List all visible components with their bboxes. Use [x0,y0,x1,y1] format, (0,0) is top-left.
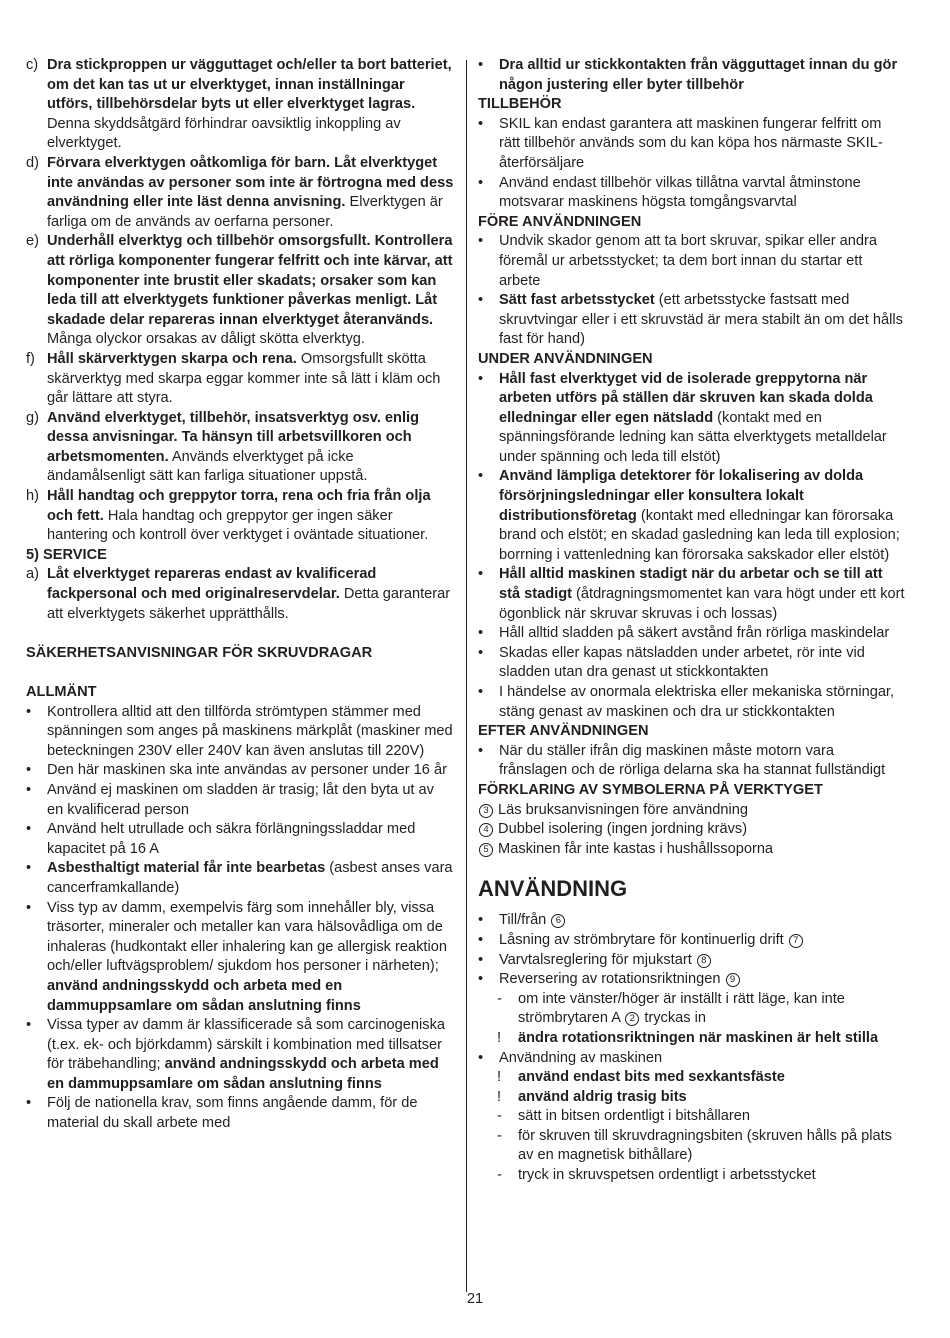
bullet-marker: • [26,1017,32,1034]
body-text: (kontakt med en spänningsförande ledning kan sätta elverktygets metalldelar under spänning och leda till elstöt) [499,409,887,465]
list-item [478,644,906,683]
page-number: 21 [466,1291,484,1307]
list-item-lettered [26,565,454,624]
list-item [478,911,906,931]
list-item [478,115,906,174]
list-item [26,899,454,1017]
sub-list-item [478,1107,906,1127]
bullet-marker: • [26,899,32,916]
bold-text: Håll alltid maskinen stadigt när du arbetar och se till att stå stadigt [499,566,883,603]
bold-text: Håll handtag och greppytor torra, rena och fria från olja och fett. [47,488,431,524]
body-text: Detta garanterar att elverktygets säkerhet upprätthålls. [47,586,451,622]
list-marker: d) [26,154,39,171]
body-text: Läs bruksanvisningen före användning [494,801,748,818]
list-item [478,951,906,971]
body-text: (ett arbetsstycke fastsatt med skruvtvingar eller i ett skruvstäd är mera stabilt än om det hålls fast för hand) [499,292,903,348]
bold-text: Låt elverktyget repareras endast av kvalificerad fackpersonal och med originalreservdelar. [47,566,377,603]
body-text: Vissa typer av damm är klassificerade så som carcinogeniska (t.ex. ek- och björkdamm) särskilt i kombination med tillsatser för träbehandling; [47,1017,445,1073]
bullet-marker: • [478,1049,484,1066]
body-text: (asbest anses vara cancerframkallande) [47,860,453,896]
body-text: Används elverktyget på icke ändamålsenligt sätt kan farliga situationer uppstå. [47,448,368,485]
list-item [26,1016,454,1094]
column-divider [466,60,467,1292]
left-column [26,56,454,1134]
bullet-marker: • [26,860,32,877]
bold-text: ändra rotationsriktningen när maskinen är helt stilla [518,1029,879,1046]
bullet-marker: • [478,566,484,583]
body-text: Hala handtag och greppytor ger ingen säker hantering och kontroll över verktyget i oväntade situationer. [47,507,429,544]
list-item-lettered [26,350,454,409]
body-text: Denna skyddsåtgärd förhindrar oavsiktlig inkoppling av elverktyget. [47,115,401,152]
body-text: tryckas in [640,1010,706,1027]
list-marker: ! [497,1069,502,1086]
callout-number: 3 [479,804,493,818]
bold-text: Använd lämpliga detektorer för lokalisering av dolda försörjningsledningar eller konsultera lokalt distributionsföretag [499,468,864,524]
body-text: Dubbel isolering (ingen jordning krävs) [494,821,748,838]
body-text: Använd endast tillbehör vilkas tillåtna varvtal åtminstone motsvarar maskinens högsta tomgångsvarvtal [499,174,861,211]
body-text: Användning av maskinen [499,1049,663,1066]
list-item [26,703,454,762]
list-marker: c) [26,57,39,73]
callout-number: 6 [551,914,565,928]
list-marker: ! [497,1029,502,1046]
callout-number: 4 [479,823,493,837]
callout-number: 8 [697,954,711,968]
bullet-marker: • [478,971,484,988]
body-text: Maskinen får inte kastas i hushållssoporna [494,840,774,857]
list-marker: - [497,1127,502,1144]
list-item [478,232,906,291]
bold-text: Asbesthaltigt material får inte bearbetas [47,860,326,877]
bullet-marker: • [478,174,484,191]
list-item [478,370,906,468]
body-text: Den här maskinen ska inte användas av personer under 16 år [47,762,447,779]
right-column [478,56,906,1186]
bullet-marker: • [478,57,484,73]
bullet-marker: • [478,468,484,485]
list-item [478,174,906,213]
body-text: för skruven till skruvdragningsbiten (skruven hålls på plats av en magnetisk bithållare) [518,1127,892,1164]
body-text: Skadas eller kapas nätsladden under arbetet, rör inte vid sladden utan dra genast ut stickkontakten [499,644,865,681]
bold-text: Förvara elverktygen oåtkomliga för barn. Låt elverktyget inte användas av personer som inte är förtrogna med dess användning eller inte läst denna anvisning. [47,154,454,211]
symbol-item [478,840,906,860]
bullet-marker: • [478,644,484,661]
list-item-lettered [26,56,454,154]
spacer [26,663,454,683]
bullet-marker: • [478,684,484,700]
body-text: Till/från [499,912,547,929]
body-text: Använd ej maskinen om sladden är trasig; låt den byta ut av en kvalificerad person [47,781,434,818]
bold-text: använd aldrig trasig bits [518,1088,687,1105]
bullet-marker: • [478,292,484,309]
bold-text: Dra stickproppen ur vägguttaget och/eller ta bort batteriet, om det kan tas ut ur elverktyget, innan inställningar utförs, tillbehörsdelar byts ut eller elverktyget lagras. [47,57,452,113]
bold-text: använd andningsskydd och arbeta med en dammuppsamlare om sådan anslutning finns [47,977,361,1014]
body-text: tryck in skruvspetsen ordentligt i arbetsstycket [518,1167,816,1184]
bullet-marker: • [478,742,484,759]
sub-list-item [478,990,906,1029]
section-heading: FÖRE ANVÄNDNINGEN [478,213,642,230]
list-item-lettered [26,232,454,350]
bullet-marker: • [26,821,32,838]
list-marker: - [497,1108,502,1125]
callout-number: 7 [789,934,803,948]
bullet-marker: • [26,1095,32,1112]
body-text: om inte vänster/höger är inställt i rätt läge, kan inte strömbrytaren A [518,990,845,1027]
bullet-marker: • [26,762,32,779]
list-item [478,931,906,951]
section-heading: EFTER ANVÄNDNINGEN [478,723,649,740]
bold-text: Håll skärverktygen skarpa och rena. [47,350,297,367]
body-text: SKIL kan endast garantera att maskinen fungerar felfritt om rätt tillbehör används som du kan köpa hos närmaste SKIL-återförsäljare [499,115,883,171]
list-item [26,781,454,820]
body-text: Kontrollera alltid att den tillförda strömtypen stämmer med spänningen som anges på maskinens märkplåt (maskiner med beteckningen 230V eller 240V kan även anslutas till 220V) [47,703,453,759]
bullet-marker: • [478,233,484,250]
list-marker: h) [26,488,39,505]
sub-list-item [478,1088,906,1108]
sub-list-item [478,1068,906,1088]
body-text: Viss typ av damm, exempelvis färg som innehåller bly, vissa träsorter, mineraler och metaller kan vara hälsovådliga om de inhaleras (hudkontakt eller inhalering kan ge allergisk reaktion och/eller luftvägsproblem/ sjukdom hos personer i närheten); [47,899,447,975]
list-marker: a) [26,566,39,583]
body-text: Håll alltid sladden på säkert avstånd från rörliga maskindelar [499,625,890,642]
bullet-marker: • [26,703,32,720]
chapter-heading: ANVÄNDNING [478,876,628,902]
list-item [26,820,454,859]
list-item-lettered [26,154,454,232]
body-text: Många olyckor orsakas av dåligt skötta elverktyg. [47,331,365,348]
section-heading: ALLMÄNT [26,684,97,700]
list-item [478,467,906,565]
spacer [26,624,454,644]
bold-text: Sätt fast arbetsstycket [499,292,655,309]
body-text: Använd helt utrullade och säkra förlängningssladdar med kapacitet på 16 A [47,821,416,857]
body-text: Följ de nationella krav, som finns angående damm, för de material du skall arbete med [47,1095,418,1132]
section-heading: FÖRKLARING AV SYMBOLERNA PÅ VERKTYGET [478,781,823,798]
sub-list-item [478,1166,906,1186]
bold-text: Underhåll elverktyg och tillbehör omsorgsfullt. Kontrollera att rörliga komponenter fungerar felfritt och inte kärvar, att komponenter inte brustit eller skadats; orsaker som kan leda till att elverktygets funktioner påverkas menligt. Låt skadade delar repareras innan elverktyget återanvänds. [47,233,453,328]
list-item [478,565,906,624]
bullet-marker: • [478,115,484,132]
bullet-marker: • [478,370,484,387]
bullet-marker: • [478,625,484,642]
callout-number: 9 [726,973,740,987]
section-heading: 5) SERVICE [26,546,107,563]
section-heading: SÄKERHETSANVISNINGAR FÖR SKRUVDRAGAR [26,644,373,661]
list-marker: e) [26,233,39,250]
bold-text: använd endast bits med sexkantsfäste [518,1069,785,1086]
list-item [478,1049,906,1069]
sub-list-item [478,1029,906,1049]
list-marker: g) [26,409,39,426]
body-text: Reversering av rotationsriktningen [499,971,721,988]
bold-text: Håll fast elverktyget vid de isolerade greppytorna när arbeten utförs på ställen där skruven kan skada dolda elledningar eller egen nätsladd [499,370,873,426]
bullet-marker: • [478,912,484,929]
body-text: Undvik skador genom att ta bort skruvar, spikar eller andra föremål ur arbetsstycket; ta dem bort innan du startar ett arbete [499,233,877,289]
list-item [26,761,454,781]
sub-list-item [478,1127,906,1166]
callout-number: 2 [625,1012,639,1026]
list-item-lettered [26,487,454,546]
bold-text: Använd elverktyget, tillbehör, insatsverktyg osv. enlig dessa anvisningar. Ta hänsyn till arbetsvillkoren och arbetsmomenten. [47,409,419,465]
section-heading: TILLBEHÖR [478,96,562,113]
body-text: Elverktygen är farliga om de används av oerfarna personer. [47,194,443,230]
list-marker: f) [26,350,35,367]
symbol-item [478,801,906,821]
list-item [478,291,906,350]
body-text: Låsning av strömbrytare för kontinuerlig drift [499,931,784,948]
callout-number: 5 [479,843,493,857]
body-text: (kontakt med elledningar kan förorsaka brand och elstöt; en skadad gasledning kan leda till explosion; borrning i vattenledning kan förorsaka sakskador eller elstöt) [499,507,900,563]
list-item [478,970,906,990]
bullet-marker: • [478,951,484,968]
body-text: (åtdragningsmomentet kan vara högt under ett kort ögonblick när skruvar skruvas i och lossas) [499,586,905,622]
body-text: Omsorgsfullt skötta skärverktyg med skarpa eggar kommer inte så lätt i kläm och går lättare att styra. [47,350,441,407]
symbol-item [478,820,906,840]
bold-text: använd andningsskydd och arbeta med en dammuppsamlare om sådan anslutning finns [47,1056,439,1092]
list-marker: - [497,1167,502,1184]
list-item [26,859,454,898]
body-text: Varvtalsreglering för mjukstart [499,951,692,968]
body-text: I händelse av onormala elektriska eller mekaniska störningar, stäng genast av maskinen och dra ur stickkontakten [499,684,895,720]
list-item [478,624,906,644]
list-item-lettered [26,409,454,487]
bullet-marker: • [26,781,32,798]
list-marker: ! [497,1088,502,1105]
list-item [478,742,906,781]
bullet-marker: • [478,931,484,948]
body-text: sätt in bitsen ordentligt i bitshållaren [518,1108,751,1125]
list-item [478,683,906,722]
list-marker: - [497,990,502,1007]
body-text: När du ställer ifrån dig maskinen måste motorn vara frånslagen och de rörliga delarna ska ha stannat fullständigt [499,742,886,779]
section-heading: UNDER ANVÄNDNINGEN [478,350,653,367]
list-item [26,1094,454,1133]
bold-text: Dra alltid ur stickkontakten från vägguttaget innan du gör någon justering eller byter tillbehör [499,57,898,93]
list-item [478,56,906,95]
